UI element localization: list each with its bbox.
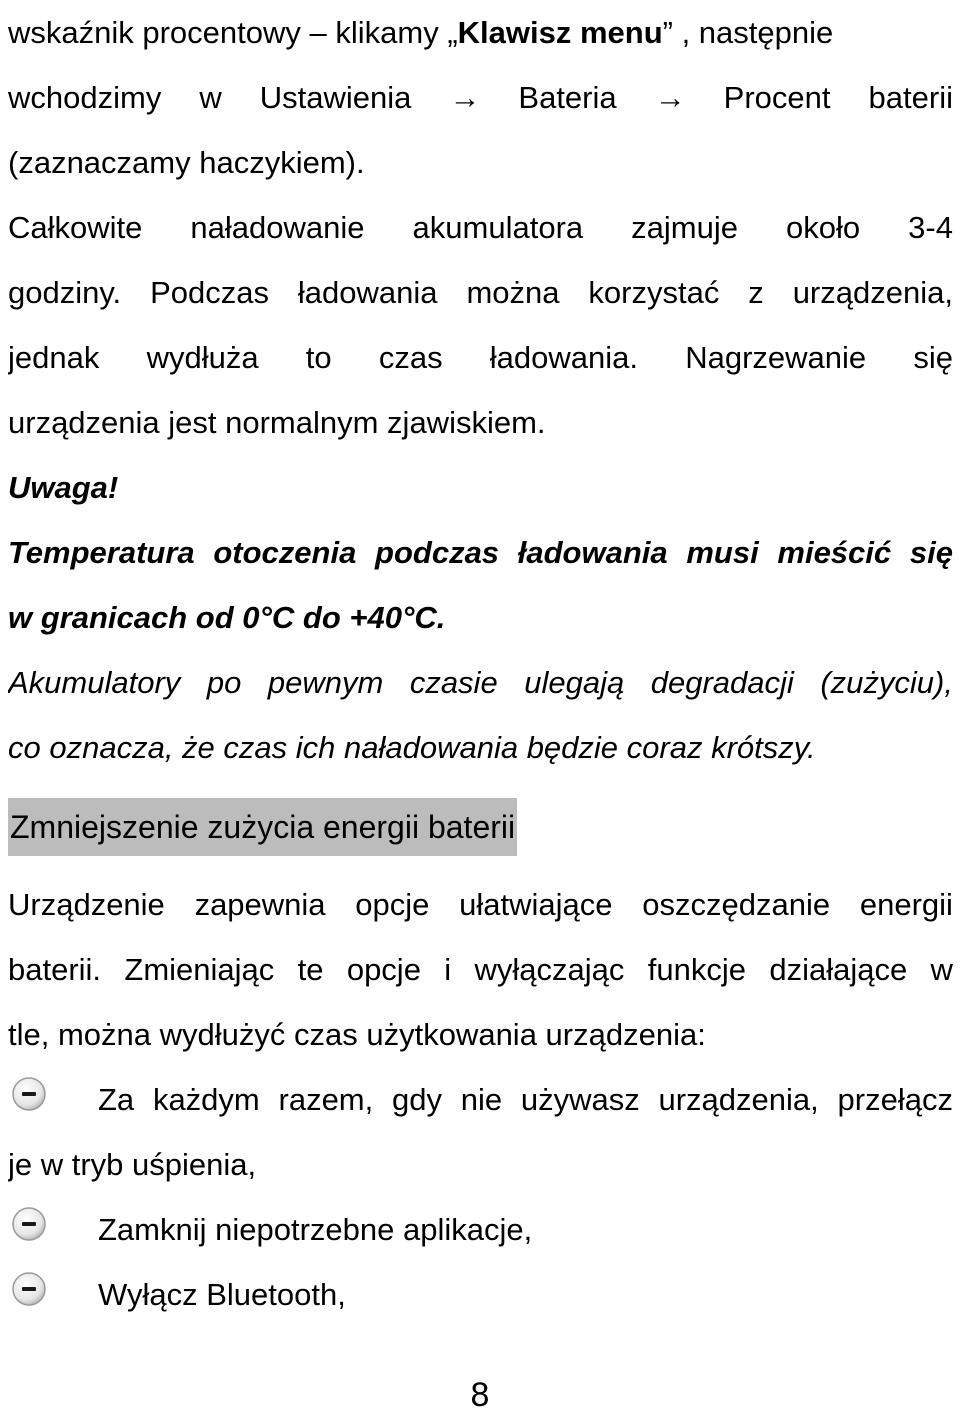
word: ładowania — [297, 275, 438, 310]
word: wchodzimy — [8, 80, 162, 115]
word: w — [199, 80, 222, 115]
word: przełącz — [837, 1082, 953, 1117]
word: mieścić — [777, 535, 892, 570]
word: Podczas — [150, 275, 269, 310]
word: otoczenia — [213, 535, 357, 570]
warning-title: Uwaga! — [8, 470, 119, 505]
word: się — [909, 535, 953, 570]
word: urządzenia, — [658, 1082, 819, 1117]
word: ładowania — [517, 535, 668, 570]
word: degradacji — [650, 665, 794, 700]
word: z — [748, 275, 764, 310]
para1-line1 — [8, 0, 953, 65]
para2-line2 — [8, 260, 953, 325]
word: ładowania. — [489, 340, 638, 375]
word: gdy — [392, 1082, 442, 1117]
word: około — [786, 210, 861, 245]
degradation-line1 — [8, 650, 953, 715]
para1-line1-start: wskaźnik procentowy – klikamy „ — [8, 15, 458, 50]
bullet-text: Zamknij niepotrzebne aplikacje, — [98, 1212, 533, 1247]
word: urządzenia, — [792, 275, 953, 310]
word: Całkowite — [8, 210, 143, 245]
word: wyłączając — [474, 952, 625, 987]
word: Temperatura — [8, 535, 195, 570]
word: zajmuje — [631, 210, 738, 245]
bullet-item-bluetooth — [8, 1262, 953, 1327]
bullet-item-sleep — [8, 1067, 953, 1132]
word: opcje — [355, 887, 430, 922]
word: musi — [686, 535, 759, 570]
word: baterii — [868, 80, 953, 115]
word: ulegają — [524, 665, 625, 700]
word: czas — [378, 340, 443, 375]
word: ułatwiające — [459, 887, 613, 922]
word: podczas — [375, 535, 500, 570]
minus-circle-icon — [10, 1270, 48, 1308]
word: naładowanie — [190, 210, 365, 245]
word: Zmieniając — [124, 952, 275, 987]
section-heading-wrap — [8, 798, 953, 860]
warning-line2: w granicach od 0°C do +40°C. — [8, 600, 446, 635]
settings-label: Ustawienia — [259, 80, 412, 115]
word: oszczędzanie — [642, 887, 831, 922]
word: nie — [460, 1082, 503, 1117]
word: Nagrzewanie — [685, 340, 867, 375]
word: godziny. — [8, 275, 122, 310]
word: energii — [859, 887, 953, 922]
word: wydłuża — [146, 340, 259, 375]
word: działające — [769, 952, 908, 987]
section-intro-line2 — [8, 937, 953, 1002]
bullet-item-sleep-cont: je w tryb uśpienia, — [8, 1147, 257, 1182]
word: Urządzenie — [8, 887, 165, 922]
word: (zużyciu), — [820, 665, 953, 700]
section-heading: Zmniejszenie zużycia energii baterii — [8, 798, 517, 856]
word: korzystać — [588, 275, 720, 310]
word: jednak — [8, 340, 100, 375]
document-page — [8, 0, 953, 1327]
section-intro-line3: tle, można wydłużyć czas użytkowania urządzenia: — [8, 1017, 706, 1052]
word: akumulatora — [412, 210, 584, 245]
word: Procent — [723, 80, 831, 115]
word: czasie — [409, 665, 498, 700]
word: to — [305, 340, 332, 375]
word: można — [466, 275, 560, 310]
para2-line3 — [8, 325, 953, 390]
word: Akumulatory — [8, 665, 181, 700]
minus-circle-icon — [10, 1205, 48, 1243]
word: każdym — [152, 1082, 260, 1117]
para2-line1 — [8, 195, 953, 260]
para1-line2 — [8, 65, 953, 130]
word: zapewnia — [194, 887, 326, 922]
page-number: 8 — [470, 1376, 490, 1414]
bullet-item-sleep-first-line — [98, 1067, 953, 1132]
section-intro-line1 — [8, 872, 953, 937]
word: baterii. — [8, 952, 102, 987]
battery-label: Bateria — [518, 80, 617, 115]
word: pewnym — [267, 665, 384, 700]
degradation-line2: co oznacza, że czas ich naładowania będzie coraz krótszy. — [8, 730, 816, 765]
para1-line1-end: ” , następnie — [662, 15, 834, 50]
word: używasz — [520, 1082, 640, 1117]
menu-key-label: Klawisz menu — [457, 15, 663, 50]
word: w — [930, 952, 953, 987]
minus-circle-icon — [10, 1075, 48, 1113]
word: Za — [98, 1082, 135, 1117]
para2-line4: urządzenia jest normalnym zjawiskiem. — [8, 405, 546, 440]
warning-line1 — [8, 520, 953, 585]
arrow-right-icon: → — [449, 80, 481, 115]
bullet-text: Wyłącz Bluetooth, — [98, 1277, 346, 1312]
word: się — [913, 340, 953, 375]
arrow-right-icon: → — [654, 80, 686, 115]
word: razem, — [278, 1082, 374, 1117]
word: opcje — [346, 952, 421, 987]
word: te — [297, 952, 324, 987]
bullet-item-close-apps — [8, 1197, 953, 1262]
word: funkcje — [647, 952, 746, 987]
word: po — [206, 665, 242, 700]
para1-line3: (zaznaczamy haczykiem). — [8, 145, 365, 180]
word: 3-4 — [908, 210, 953, 245]
word: i — [444, 952, 452, 987]
